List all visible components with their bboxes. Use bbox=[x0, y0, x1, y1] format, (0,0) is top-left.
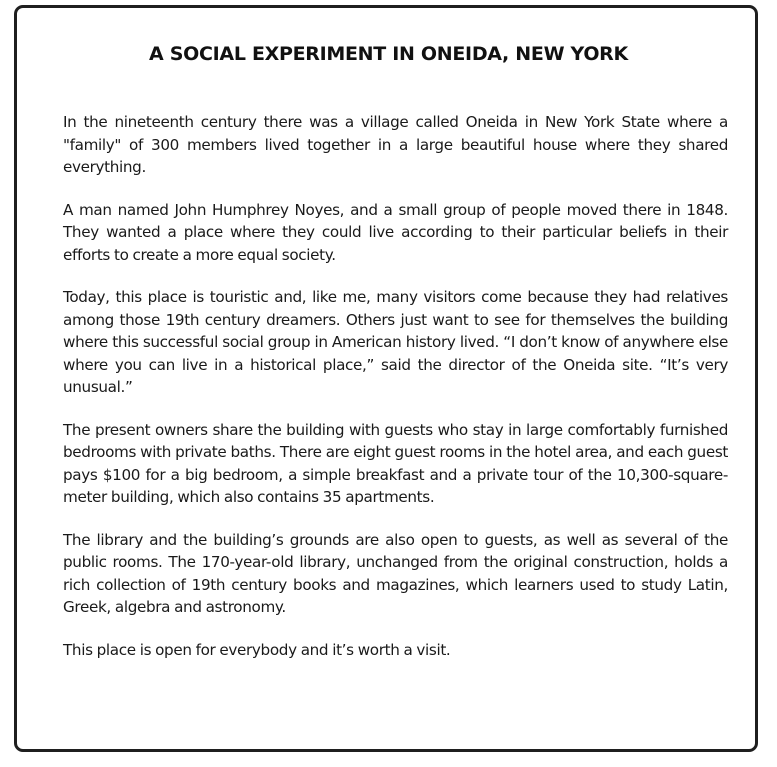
document-body bbox=[63, 111, 728, 681]
document-title: A SOCIAL EXPERIMENT IN ONEIDA, NEW YORK bbox=[149, 43, 628, 65]
paragraph-founding: A man named John Humphrey Noyes, and a small group of people moved there in 1848. They wanted a place where they could live according to their particular beliefs in their efforts to create a more equal society. bbox=[63, 200, 728, 264]
paragraph-closing: This place is open for everybody and it’s worth a visit. bbox=[63, 640, 451, 659]
paragraph-intro: In the nineteenth century there was a village called Oneida in New York State where a "family" of 300 members lived together in a large beautiful house where they shared everything. bbox=[63, 113, 728, 176]
paragraph-visitors: Today, this place is touristic and, like me, many visitors come because they had relatives among those 19th century dreamers. Others just want to see for themselves the building where this successful social group in American history lived. “I don’t know of anywhere else where you can live in a historical place,” said the director of the Oneida site. “It’s very unusual.” bbox=[63, 288, 728, 396]
paragraph-library: The library and the building’s grounds are also open to guests, as well as several of the public rooms. The 170-year-old library, unchanged from the original construction, holds a rich collection of 19th century books and magazines, which learners used to study Latin, Greek, algebra and astronomy. bbox=[63, 530, 728, 616]
paragraph-guests: The present owners share the building with guests who stay in large comfortably furnished bedrooms with private baths. There are eight guest rooms in the hotel area, and each guest pays $100 for a big bedroom, a simple breakfast and a private tour of the 10,300-square-meter building, which also contains 35 apartments. bbox=[63, 420, 728, 506]
